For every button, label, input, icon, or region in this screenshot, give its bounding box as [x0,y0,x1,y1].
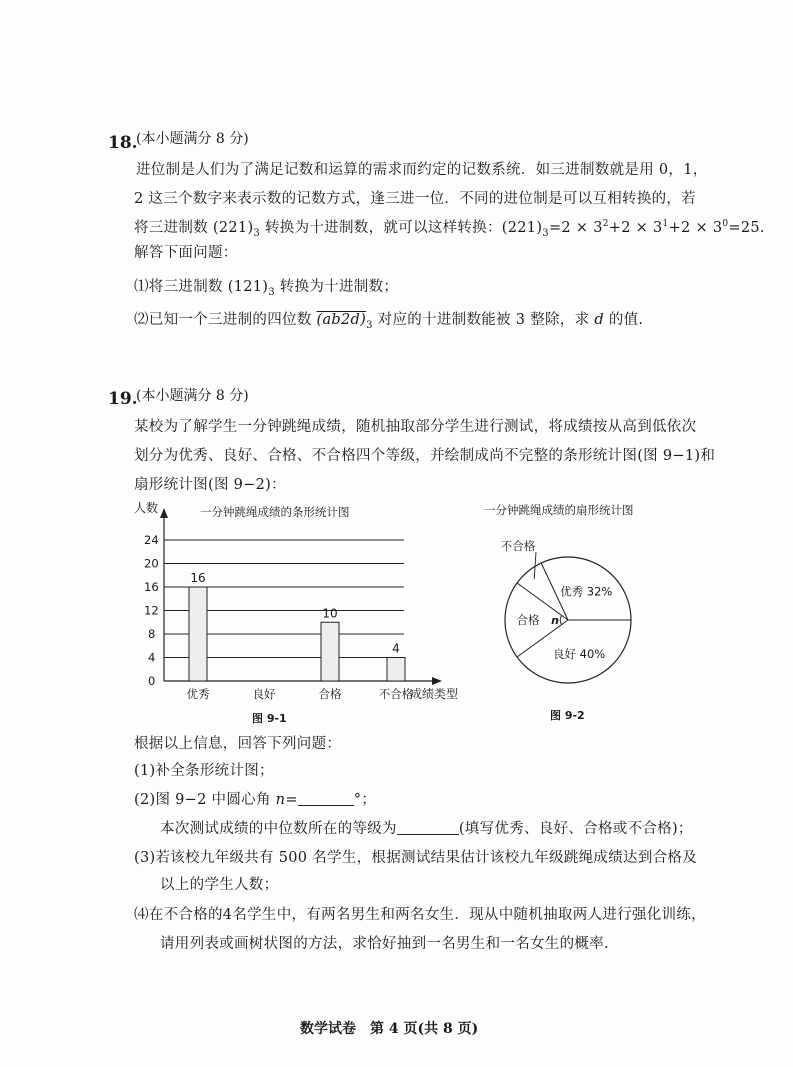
pie-chart-caption: 图 9-2 [550,709,585,722]
q19-sub4-line1: ⑷在不合格的4名学生中，有两名男生和两名女生．现从中随机抽取两人进行强化训练， [134,907,706,923]
pie-angle-label: n [551,614,559,627]
page-footer: 数学试卷 第 4 页(共 8 页) [300,1021,479,1037]
x-axis-label: 成绩类型 [410,687,459,701]
y-axis-label: 人数 [134,501,159,515]
q18-prompt: 解答下面问题： [134,245,238,261]
q19-after-charts: 根据以上信息，回答下列问题： [134,736,342,752]
q18-intro-line3: 将三进制数 $(221)_3$ 转换为十进制数，就可以这样转换：$(221)_3=2 \times 3^2+2 \times 3^1+2 \times 3^0=25$. [134,219,765,239]
q18-intro-line2: 2 这三个数字来表示数的记数方式，逢三进一位．不同的进位制是可以互相转换的，若 [134,191,697,207]
y-tick-label-12: 12 [144,603,159,618]
q18-number: 18. [108,133,138,153]
q19-intro-line2: 划分为优秀、良好、合格、不合格四个等级，并绘制成尚不完整的条形统计图(图 9−1)和 [134,448,716,464]
x-axis-arrow [432,677,442,685]
bar-0 [189,587,207,681]
bar-3 [387,658,405,682]
answer-blank-angle[interactable] [298,791,354,806]
q18-header: (本小题满分 8 分) [136,131,249,147]
x-tick-label-3: 不合格 [378,687,414,701]
q19-sub3-line1: (3)若该校九年级共有 500 名学生，根据测试结果估计该校九年级跳绳成绩达到合格及 [134,850,698,866]
bar-value-label-2: 10 [322,606,338,621]
q19-intro-line1: 某校为了解学生一分钟跳绳成绩，随机抽取部分学生进行测试，将成绩按从高到低依次 [134,419,697,435]
y-axis-arrow [160,508,168,518]
pie-chart-title: 一分钟跳绳成绩的扇形统计图 [484,503,634,517]
q18-part1: ⑴将三进制数 $(121)_3$ 转换为十进制数； [134,279,399,298]
y-tick-label-16: 16 [144,580,159,594]
q19-sub3-line2: 以上的学生人数； [160,877,279,893]
y-tick-label-24: 24 [144,533,159,547]
y-tick-label-8: 8 [148,627,156,641]
pie-slice-label-buhege: 不合格 [500,539,536,553]
q19-intro-line3: 扇形统计图(图 9−2)： [134,477,286,493]
x-tick-label-2: 合格 [318,687,342,701]
q19-sub2: (2)图 9−2 中圆心角 n= °； [134,792,377,808]
pie-chart [478,498,678,730]
q19-sub4-line2: 请用列表或画树状图的方法，求恰好抽到一名男生和一名女生的概率. [160,936,609,952]
q19-sub1: (1)补全条形统计图； [134,763,274,779]
x-tick-label-0: 优秀 [186,687,210,701]
pie-slice-label-youxiu: 优秀 32% [560,584,613,599]
y-tick-label-4: 4 [148,650,156,665]
q18-intro-line1: 进位制是人们为了满足记数和运算的需求而约定的记数系统．如三进制数就是用 0，1， [136,162,708,178]
q19-number: 19. [108,389,138,409]
pie-slice-label-lianghao: 良好 40% [553,647,606,662]
y-tick-label-0: 0 [148,674,156,688]
bar-value-label-3: 4 [392,641,400,656]
bar-chart [120,498,485,730]
bar-value-label-0: 16 [190,571,206,585]
bar-2 [321,622,339,681]
y-tick-label-20: 20 [144,556,159,571]
answer-blank-median[interactable] [397,820,459,835]
pie-slice-label-hege: 合格 [516,613,540,627]
q19-sub2-line2: 本次测试成绩的中位数所在的等级为 (填写优秀、良好、合格或不合格)； [160,821,693,837]
bar-chart-title: 一分钟跳绳成绩的条形统计图 [200,505,350,519]
pie-angle-arc [560,615,562,625]
q19-header: (本小题满分 8 分) [136,388,249,404]
bar-chart-caption: 图 9-1 [252,712,287,725]
x-tick-label-1: 良好 [252,687,276,701]
q18-part2: ⑵已知一个三进制的四位数 $(ab2d)_3$ 对应的十进制数能被 3 整除，求 d 的值. [134,312,644,331]
